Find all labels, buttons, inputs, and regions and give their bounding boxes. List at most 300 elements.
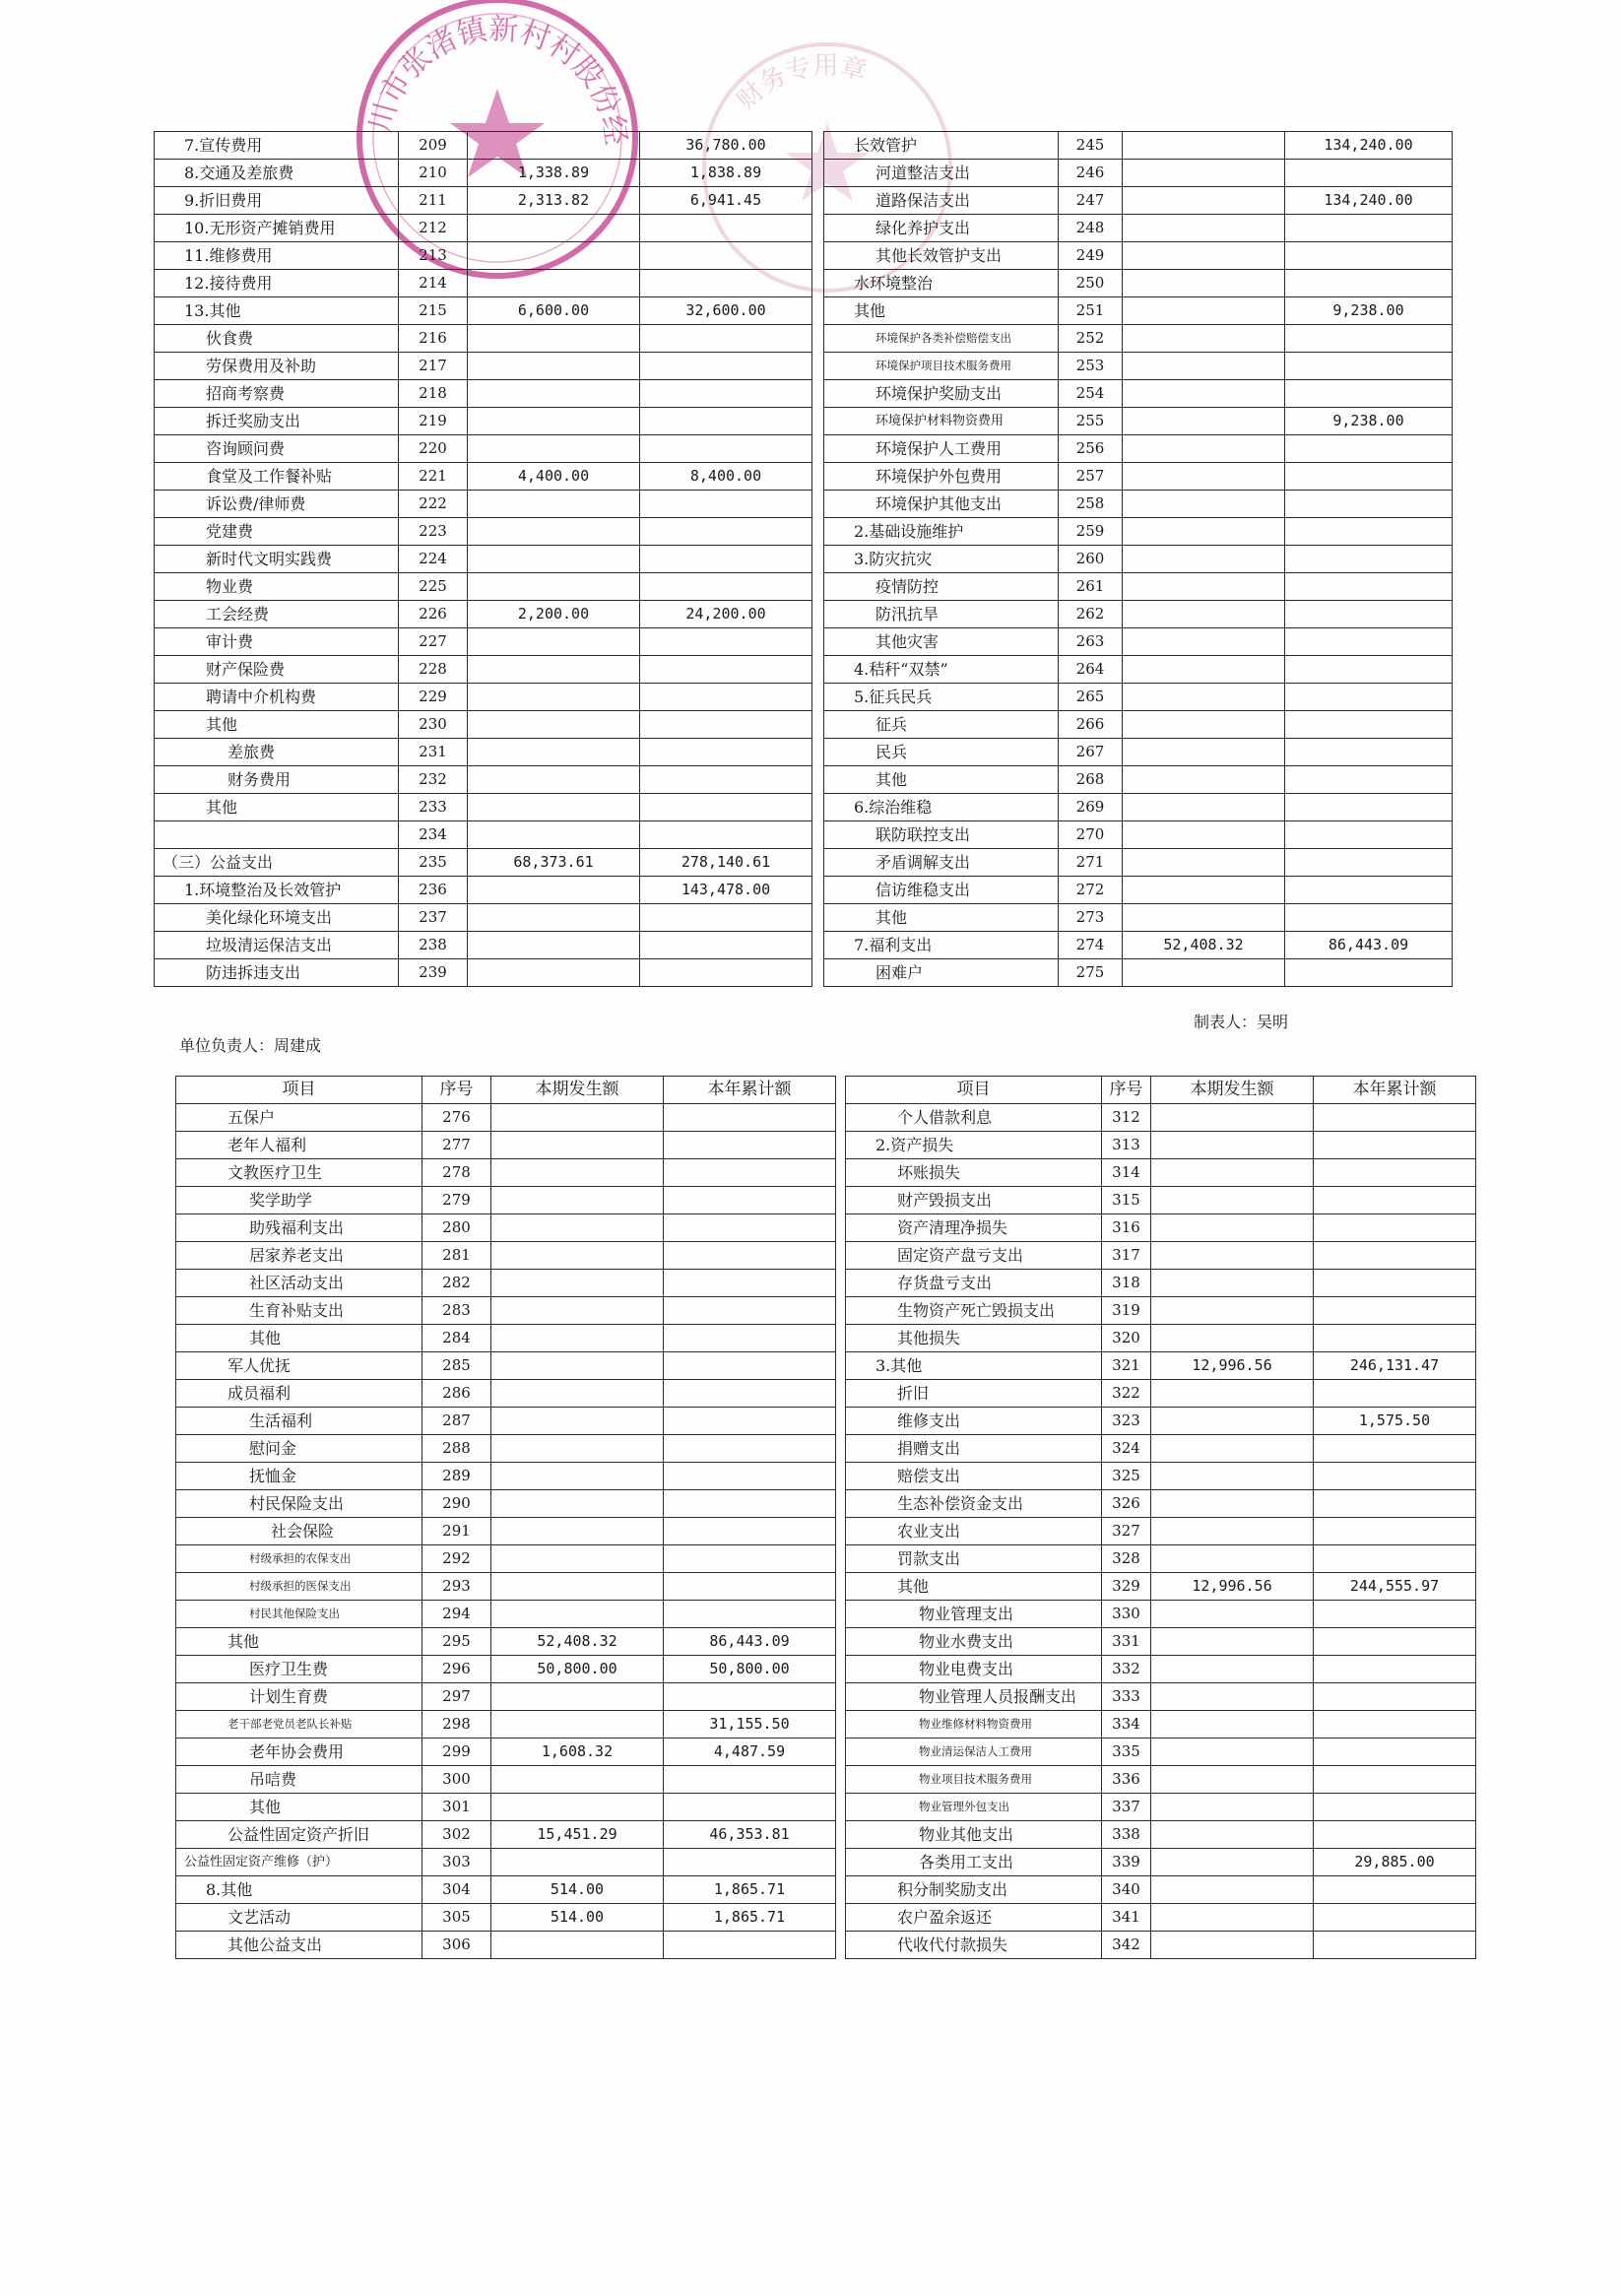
- column-gap: [812, 739, 824, 766]
- row-no-right: 329: [1102, 1573, 1151, 1601]
- row-current-amount: [468, 215, 640, 242]
- row-no-right: 269: [1059, 794, 1123, 821]
- table-row: [176, 1463, 1476, 1490]
- row-current-amount: [468, 959, 640, 987]
- row-cumulative-amount: [664, 1352, 836, 1380]
- row-item: 其他: [155, 794, 399, 821]
- column-gap: [812, 297, 824, 325]
- column-gap: [836, 1656, 846, 1683]
- row-cumulative-amount-right: 134,240.00: [1285, 132, 1453, 160]
- row-no: 230: [399, 711, 468, 739]
- row-current-amount: [468, 132, 640, 160]
- column-gap: [812, 435, 824, 463]
- row-current-amount-right: [1151, 1187, 1314, 1214]
- row-cumulative-amount: [640, 435, 812, 463]
- row-current-amount-right: [1123, 435, 1285, 463]
- row-no: 229: [399, 684, 468, 711]
- row-item-right: 征兵: [824, 711, 1059, 739]
- header-item: 项目: [176, 1077, 422, 1104]
- row-cumulative-amount-right: [1314, 1242, 1476, 1270]
- row-current-amount: [468, 932, 640, 959]
- row-cumulative-amount: [640, 932, 812, 959]
- row-item: 吊唁费: [176, 1766, 422, 1794]
- column-gap: [836, 1242, 846, 1270]
- row-no-right: 259: [1059, 518, 1123, 546]
- row-item-right: 个人借款利息: [846, 1104, 1102, 1132]
- row-current-amount: 2,200.00: [468, 601, 640, 628]
- expense-table-lower: [175, 1076, 1476, 1959]
- row-no: 213: [399, 242, 468, 270]
- row-item-right: 其他灾害: [824, 628, 1059, 656]
- row-current-amount: [491, 1380, 664, 1408]
- row-no-right: 327: [1102, 1518, 1151, 1545]
- row-current-amount: [468, 904, 640, 932]
- row-current-amount: [491, 1187, 664, 1214]
- row-current-amount-right: [1151, 1380, 1314, 1408]
- table-row: [176, 1104, 1476, 1132]
- column-gap: [812, 380, 824, 408]
- row-cumulative-amount-right: [1314, 1325, 1476, 1352]
- row-cumulative-amount-right: [1314, 1821, 1476, 1849]
- row-cumulative-amount-right: 29,885.00: [1314, 1849, 1476, 1876]
- row-current-amount: [491, 1849, 664, 1876]
- row-cumulative-amount-right: [1285, 959, 1453, 987]
- row-item-right: 2.资产损失: [846, 1132, 1102, 1159]
- row-cumulative-amount: [664, 1794, 836, 1821]
- row-current-amount-right: [1151, 1297, 1314, 1325]
- row-cumulative-amount: 86,443.09: [664, 1628, 836, 1656]
- table-row: [155, 628, 1453, 656]
- row-no: 219: [399, 408, 468, 435]
- row-cumulative-amount: [664, 1408, 836, 1435]
- row-no-right: 260: [1059, 546, 1123, 573]
- row-cumulative-amount-right: [1314, 1435, 1476, 1463]
- row-item-right: 存货盘亏支出: [846, 1270, 1102, 1297]
- row-cumulative-amount-right: [1285, 353, 1453, 380]
- row-current-amount-right: [1123, 739, 1285, 766]
- table-row: [155, 904, 1453, 932]
- header-no2: 序号: [1102, 1077, 1151, 1104]
- row-cumulative-amount-right: 9,238.00: [1285, 297, 1453, 325]
- row-current-amount-right: [1123, 518, 1285, 546]
- row-no-right: 254: [1059, 380, 1123, 408]
- row-item-right: 物业管理人员报酬支出: [846, 1683, 1102, 1711]
- column-gap: [836, 1077, 846, 1104]
- row-cumulative-amount-right: 134,240.00: [1285, 187, 1453, 215]
- header-cur: 本期发生额: [491, 1077, 664, 1104]
- row-no-right: 315: [1102, 1187, 1151, 1214]
- row-item: 新时代文明实践费: [155, 546, 399, 573]
- row-cumulative-amount: [640, 353, 812, 380]
- row-item: 审计费: [155, 628, 399, 656]
- row-no-right: 322: [1102, 1380, 1151, 1408]
- row-no: 239: [399, 959, 468, 987]
- header-cum2: 本年累计额: [1314, 1077, 1476, 1104]
- column-gap: [812, 628, 824, 656]
- row-no: 234: [399, 821, 468, 849]
- table-row: [155, 601, 1453, 628]
- row-current-amount: [491, 1932, 664, 1959]
- row-no: 296: [422, 1656, 491, 1683]
- row-item-right: 财产毁损支出: [846, 1187, 1102, 1214]
- row-no: 218: [399, 380, 468, 408]
- row-cumulative-amount: [664, 1214, 836, 1242]
- row-no-right: 333: [1102, 1683, 1151, 1711]
- table-row: [155, 242, 1453, 270]
- row-current-amount-right: 12,996.56: [1151, 1573, 1314, 1601]
- row-current-amount-right: [1123, 187, 1285, 215]
- row-cumulative-amount-right: [1285, 821, 1453, 849]
- row-cumulative-amount: [640, 766, 812, 794]
- row-no-right: 326: [1102, 1490, 1151, 1518]
- row-no-right: 340: [1102, 1876, 1151, 1904]
- row-no: 301: [422, 1794, 491, 1821]
- row-no: 217: [399, 353, 468, 380]
- row-current-amount: 52,408.32: [491, 1628, 664, 1656]
- row-cumulative-amount-right: [1285, 601, 1453, 628]
- row-item-right: 其他: [824, 297, 1059, 325]
- row-cumulative-amount: [640, 491, 812, 518]
- table-row: [155, 794, 1453, 821]
- row-cumulative-amount-right: [1314, 1159, 1476, 1187]
- row-no: 290: [422, 1490, 491, 1518]
- row-item-right: 其他长效管护支出: [824, 242, 1059, 270]
- row-item-right: 罚款支出: [846, 1545, 1102, 1573]
- row-current-amount-right: [1123, 601, 1285, 628]
- table-row: [155, 739, 1453, 766]
- row-no-right: 246: [1059, 160, 1123, 187]
- row-item-right: 捐赠支出: [846, 1435, 1102, 1463]
- column-gap: [812, 132, 824, 160]
- row-no: 238: [399, 932, 468, 959]
- row-current-amount: [491, 1573, 664, 1601]
- header-cum: 本年累计额: [664, 1077, 836, 1104]
- row-current-amount: [491, 1132, 664, 1159]
- row-item: 生活福利: [176, 1408, 422, 1435]
- row-current-amount-right: [1123, 270, 1285, 297]
- row-item: 文艺活动: [176, 1904, 422, 1932]
- table-row: [155, 546, 1453, 573]
- row-current-amount: [491, 1683, 664, 1711]
- row-no-right: 273: [1059, 904, 1123, 932]
- row-current-amount-right: [1123, 160, 1285, 187]
- row-cumulative-amount: [664, 1104, 836, 1132]
- column-gap: [836, 1876, 846, 1904]
- row-no: 231: [399, 739, 468, 766]
- column-gap: [836, 1297, 846, 1325]
- row-current-amount: 1,338.89: [468, 160, 640, 187]
- row-no-right: 268: [1059, 766, 1123, 794]
- row-item-right: 其他: [824, 766, 1059, 794]
- table-row: [155, 408, 1453, 435]
- table-row: [155, 932, 1453, 959]
- row-current-amount-right: [1123, 132, 1285, 160]
- row-cumulative-amount-right: [1285, 656, 1453, 684]
- svg-text:财务专用章: [732, 51, 870, 116]
- row-no: 302: [422, 1821, 491, 1849]
- table-row: [176, 1849, 1476, 1876]
- row-no: 295: [422, 1628, 491, 1656]
- row-current-amount: [491, 1270, 664, 1297]
- row-item-right: 矛盾调解支出: [824, 849, 1059, 877]
- row-current-amount: [468, 821, 640, 849]
- row-item: 党建费: [155, 518, 399, 546]
- row-cumulative-amount-right: [1285, 215, 1453, 242]
- row-item-right: 4.秸秆“双禁”: [824, 656, 1059, 684]
- column-gap: [812, 353, 824, 380]
- row-current-amount: [468, 518, 640, 546]
- row-cumulative-amount: [664, 1159, 836, 1187]
- table-row: [176, 1656, 1476, 1683]
- row-cumulative-amount-right: [1314, 1518, 1476, 1545]
- column-gap: [812, 491, 824, 518]
- row-cumulative-amount-right: [1285, 711, 1453, 739]
- row-no-right: 330: [1102, 1601, 1151, 1628]
- row-current-amount: 514.00: [491, 1904, 664, 1932]
- column-gap: [836, 1159, 846, 1187]
- seal2-text: 财务专用章: [731, 50, 870, 116]
- row-current-amount-right: [1151, 1132, 1314, 1159]
- row-no: 297: [422, 1683, 491, 1711]
- row-cumulative-amount-right: [1314, 1656, 1476, 1683]
- row-current-amount: [491, 1711, 664, 1738]
- column-gap: [812, 932, 824, 959]
- row-current-amount: [491, 1297, 664, 1325]
- row-current-amount: 50,800.00: [491, 1656, 664, 1683]
- row-current-amount: [491, 1435, 664, 1463]
- row-cumulative-amount: [640, 684, 812, 711]
- row-current-amount: [491, 1214, 664, 1242]
- row-item: 其他: [176, 1628, 422, 1656]
- row-item: （三）公益支出: [155, 849, 399, 877]
- row-item-right: 联防联控支出: [824, 821, 1059, 849]
- row-cumulative-amount-right: [1285, 546, 1453, 573]
- row-current-amount: [468, 628, 640, 656]
- row-no: 289: [422, 1463, 491, 1490]
- row-current-amount-right: [1123, 794, 1285, 821]
- row-item-right: 2.基础设施维护: [824, 518, 1059, 546]
- row-item-right: 环境保护其他支出: [824, 491, 1059, 518]
- row-cumulative-amount-right: [1314, 1545, 1476, 1573]
- row-item-right: 6.综治维稳: [824, 794, 1059, 821]
- row-cumulative-amount-right: [1314, 1132, 1476, 1159]
- row-item-right: 环境保护奖励支出: [824, 380, 1059, 408]
- row-current-amount-right: [1123, 408, 1285, 435]
- row-cumulative-amount: [664, 1297, 836, 1325]
- table-row: [176, 1132, 1476, 1159]
- row-item: 社会保险: [176, 1518, 422, 1545]
- row-current-amount-right: [1151, 1628, 1314, 1656]
- row-current-amount-right: [1123, 491, 1285, 518]
- table-row: [176, 1573, 1476, 1601]
- table-row: [155, 766, 1453, 794]
- column-gap: [836, 1904, 846, 1932]
- row-item-right: 信访维稳支出: [824, 877, 1059, 904]
- row-item: 军人优抚: [176, 1352, 422, 1380]
- row-cumulative-amount-right: 9,238.00: [1285, 408, 1453, 435]
- row-item-right: 物业管理支出: [846, 1601, 1102, 1628]
- row-cumulative-amount: [664, 1849, 836, 1876]
- row-cumulative-amount: [664, 1435, 836, 1463]
- row-item-right: 代收代付款损失: [846, 1932, 1102, 1959]
- row-current-amount-right: [1151, 1545, 1314, 1573]
- row-cumulative-amount-right: [1285, 463, 1453, 491]
- row-item: 财务费用: [155, 766, 399, 794]
- row-cumulative-amount-right: [1285, 628, 1453, 656]
- row-item: 其他: [155, 711, 399, 739]
- row-item-right: 农业支出: [846, 1518, 1102, 1545]
- row-cumulative-amount-right: [1314, 1932, 1476, 1959]
- row-item-right: 民兵: [824, 739, 1059, 766]
- row-item: 抚恤金: [176, 1463, 422, 1490]
- row-cumulative-amount-right: 1,575.50: [1314, 1408, 1476, 1435]
- row-cumulative-amount-right: [1314, 1214, 1476, 1242]
- row-cumulative-amount: [640, 794, 812, 821]
- column-gap: [812, 877, 824, 904]
- row-current-amount: [468, 766, 640, 794]
- row-item: 食堂及工作餐补贴: [155, 463, 399, 491]
- column-gap: [812, 242, 824, 270]
- row-no-right: 275: [1059, 959, 1123, 987]
- row-item-right: 各类用工支出: [846, 1849, 1102, 1876]
- row-no-right: 336: [1102, 1766, 1151, 1794]
- row-no: 210: [399, 160, 468, 187]
- table-row: [176, 1187, 1476, 1214]
- row-current-amount-right: [1151, 1766, 1314, 1794]
- table-row: [155, 959, 1453, 987]
- row-cumulative-amount: 143,478.00: [640, 877, 812, 904]
- row-item: 招商考察费: [155, 380, 399, 408]
- row-cumulative-amount: [640, 821, 812, 849]
- row-current-amount: [468, 270, 640, 297]
- row-current-amount: 2,313.82: [468, 187, 640, 215]
- row-no: 235: [399, 849, 468, 877]
- table-row: [176, 1214, 1476, 1242]
- row-no-right: 253: [1059, 353, 1123, 380]
- row-item-right: 环境保护外包费用: [824, 463, 1059, 491]
- column-gap: [812, 684, 824, 711]
- row-current-amount: 6,600.00: [468, 297, 640, 325]
- row-current-amount-right: [1123, 325, 1285, 353]
- row-cumulative-amount: [664, 1380, 836, 1408]
- column-gap: [812, 325, 824, 353]
- table-row: [155, 877, 1453, 904]
- table-row: [176, 1380, 1476, 1408]
- row-current-amount: [468, 408, 640, 435]
- row-item: 1.环境整治及长效管护: [155, 877, 399, 904]
- row-no-right: 248: [1059, 215, 1123, 242]
- row-current-amount-right: [1151, 1159, 1314, 1187]
- table-row: [176, 1876, 1476, 1904]
- column-gap: [836, 1463, 846, 1490]
- row-no-right: 249: [1059, 242, 1123, 270]
- row-item: 垃圾清运保洁支出: [155, 932, 399, 959]
- row-current-amount-right: [1151, 1325, 1314, 1352]
- row-no: 288: [422, 1435, 491, 1463]
- row-item: 计划生育费: [176, 1683, 422, 1711]
- row-cumulative-amount-right: 86,443.09: [1285, 932, 1453, 959]
- column-gap: [836, 1545, 846, 1573]
- row-no: 220: [399, 435, 468, 463]
- row-item: 老干部老党员老队长补贴: [176, 1711, 422, 1738]
- row-current-amount: [491, 1766, 664, 1794]
- row-current-amount: [491, 1490, 664, 1518]
- row-cumulative-amount: 31,155.50: [664, 1711, 836, 1738]
- row-current-amount-right: [1123, 628, 1285, 656]
- row-no-right: 342: [1102, 1932, 1151, 1959]
- row-no: 236: [399, 877, 468, 904]
- column-gap: [836, 1325, 846, 1352]
- column-gap: [812, 573, 824, 601]
- row-current-amount: [491, 1159, 664, 1187]
- row-cumulative-amount: [640, 518, 812, 546]
- row-item: 居家养老支出: [176, 1242, 422, 1270]
- table-row: [155, 573, 1453, 601]
- row-current-amount: [468, 546, 640, 573]
- row-current-amount-right: [1151, 1408, 1314, 1435]
- row-item: 诉讼费/律师费: [155, 491, 399, 518]
- column-gap: [812, 794, 824, 821]
- row-no-right: 335: [1102, 1738, 1151, 1766]
- row-no: 215: [399, 297, 468, 325]
- row-cumulative-amount: [664, 1490, 836, 1518]
- row-item-right: 其他: [846, 1573, 1102, 1601]
- table-row: [155, 656, 1453, 684]
- column-gap: [812, 463, 824, 491]
- table-row: [155, 325, 1453, 353]
- table-row: [155, 187, 1453, 215]
- row-item-right: 环境保护人工费用: [824, 435, 1059, 463]
- row-no: 278: [422, 1159, 491, 1187]
- column-gap: [836, 1794, 846, 1821]
- row-cumulative-amount: [640, 242, 812, 270]
- row-current-amount: [468, 242, 640, 270]
- row-current-amount: [468, 435, 640, 463]
- row-item-right: 其他: [824, 904, 1059, 932]
- row-cumulative-amount-right: [1314, 1270, 1476, 1297]
- row-no: 293: [422, 1573, 491, 1601]
- row-item: 其他公益支出: [176, 1932, 422, 1959]
- table-row: [176, 1518, 1476, 1545]
- row-no-right: 274: [1059, 932, 1123, 959]
- table-row: [155, 435, 1453, 463]
- row-cumulative-amount: 1,865.71: [664, 1904, 836, 1932]
- row-item: 工会经费: [155, 601, 399, 628]
- row-no-right: 270: [1059, 821, 1123, 849]
- table-header-row: [176, 1077, 1476, 1104]
- row-current-amount-right: [1151, 1849, 1314, 1876]
- table-row: [176, 1904, 1476, 1932]
- table-row: [176, 1711, 1476, 1738]
- row-cumulative-amount: 8,400.00: [640, 463, 812, 491]
- row-cumulative-amount-right: [1314, 1628, 1476, 1656]
- row-cumulative-amount: [664, 1187, 836, 1214]
- row-no: 232: [399, 766, 468, 794]
- row-current-amount-right: [1151, 1435, 1314, 1463]
- row-cumulative-amount: [640, 270, 812, 297]
- row-item-right: 防汛抗旱: [824, 601, 1059, 628]
- table-row: [176, 1242, 1476, 1270]
- row-item: 美化绿化环境支出: [155, 904, 399, 932]
- row-no: 292: [422, 1545, 491, 1573]
- row-current-amount-right: [1123, 656, 1285, 684]
- column-gap: [836, 1270, 846, 1297]
- row-cumulative-amount: [664, 1573, 836, 1601]
- row-no: 233: [399, 794, 468, 821]
- column-gap: [836, 1490, 846, 1518]
- row-item: 成员福利: [176, 1380, 422, 1408]
- row-item: 差旅费: [155, 739, 399, 766]
